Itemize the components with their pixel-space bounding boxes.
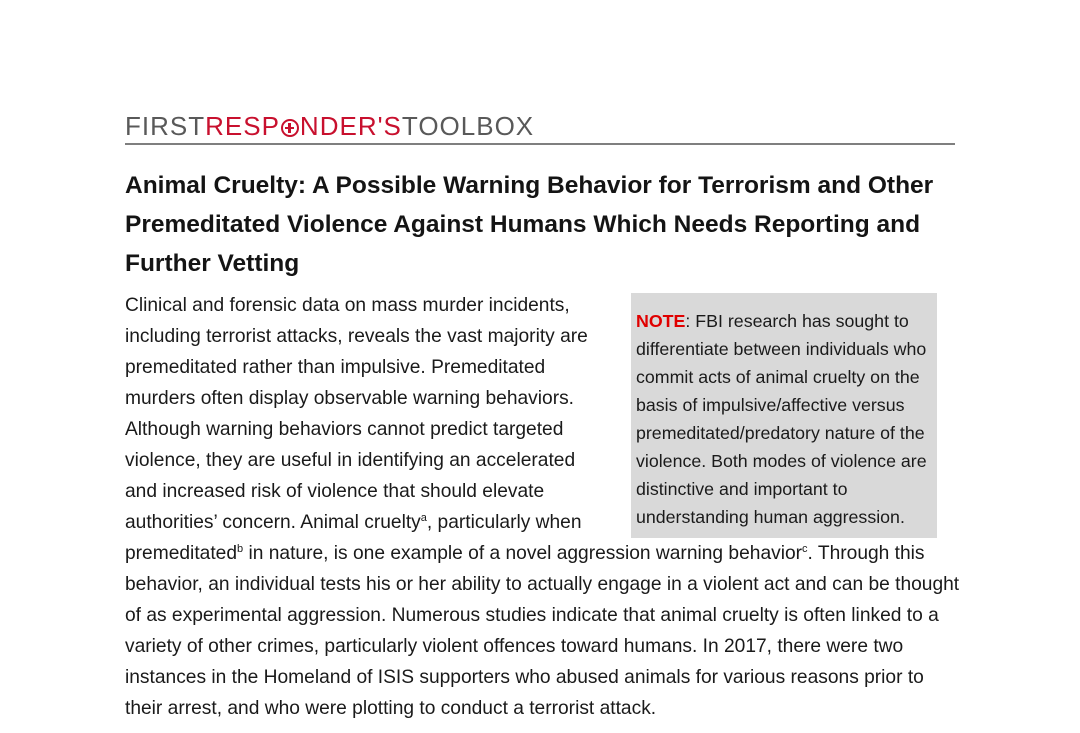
body-text-4: . Through this behavior, an individual tests his or her ability to actually engage in a violent act and can be thought of as experimental aggression. Numerous studies indicate that animal cruelty is often linked to a variety of other crimes, particularly violent offences toward humans. In 2017, there were two instances in the Homeland of ISIS supporters who abused animals for various reasons prior to their arrest, and who were plotting to conduct a terrorist attack.: [125, 543, 960, 719]
note-box: [631, 293, 937, 538]
body-text-3: in nature, is one example of a novel aggression warning behavior: [243, 543, 803, 564]
body-text-2: , particularly when premeditated: [125, 512, 582, 564]
header-divider: [125, 143, 955, 145]
body-text-1: Clinical and forensic data on mass murder incidents, including terrorist attacks, reveals the vast majority are premeditated rather than impulsive. Premeditated murders often display observable warning behaviors. Although warning behaviors cannot predict targeted violence, they are useful in identifying an accelerated and increased risk of violence that should elevate authorities’ concern. Animal cruelty: [125, 295, 588, 533]
brand-respond: RESP: [205, 111, 280, 141]
brand-first: FIRST: [125, 111, 206, 141]
article-title: Animal Cruelty: A Possible Warning Behavior for Terrorism and Other Premeditated Violence Against Humans Which Needs Reporting and Further Vetting: [125, 172, 934, 277]
brand-nders: NDER'S: [299, 111, 402, 141]
medical-cross-icon: [281, 119, 299, 137]
footnote-a: a: [420, 512, 427, 524]
footnote-b: b: [237, 543, 244, 555]
footnote-c: c: [802, 543, 808, 555]
brand-toolbox: TOOLBOX: [401, 111, 535, 141]
note-label: NOTE: [636, 311, 686, 331]
note-text: : FBI research has sought to differentiate between individuals who commit acts of animal cruelty on the basis of impulsive/affective versus premeditated/predatory nature of the violence. Both modes of violence are distinctive and important to understanding human aggression.: [636, 311, 927, 527]
masthead-logo: [125, 110, 955, 142]
article-body: [125, 290, 965, 724]
